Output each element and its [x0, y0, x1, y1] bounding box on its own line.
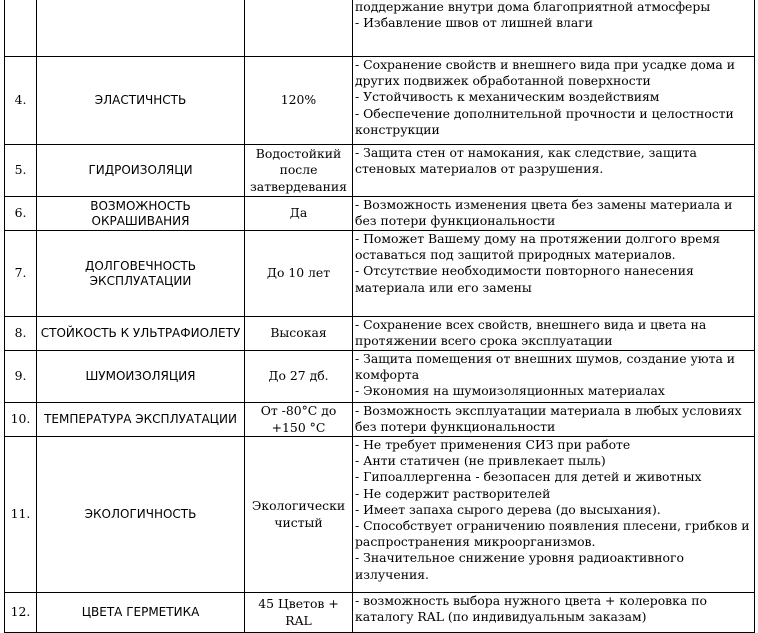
- row-number: 12.: [5, 593, 37, 633]
- property-value: До 10 лет: [245, 231, 353, 317]
- property-value: Водостойкий после затвердевания: [245, 145, 353, 197]
- table-row: [5, 317, 755, 351]
- property-name: ЭКОЛОГИЧНОСТЬ: [37, 437, 245, 593]
- property-description: [353, 197, 755, 231]
- description-line: поддержание внутри дома благоприятной атмосферы: [355, 0, 711, 14]
- property-description: [353, 351, 755, 403]
- description-line: - Отсутствие необходимости повторного нанесения материала или его замены: [355, 263, 694, 295]
- row-number: 8.: [5, 317, 37, 351]
- property-value: До 27 дб.: [245, 351, 353, 403]
- description-line: - Анти статичен (не привлекает пыль): [355, 453, 606, 469]
- property-name: ВОЗМОЖНОСТЬ ОКРАШИВАНИЯ: [37, 197, 245, 231]
- description-line: - Имеет запаха сырого дерева (до высыхания).: [355, 501, 661, 517]
- table-row: [5, 437, 755, 593]
- row-number: 6.: [5, 197, 37, 231]
- description-line: - Способствует ограничению появления плесени, грибков и распространения микроорганизмов.: [355, 518, 750, 550]
- description-line: - Экономия на шумоизоляционных материалах: [355, 383, 665, 399]
- row-number: 11.: [5, 437, 37, 593]
- property-description: [353, 145, 755, 197]
- description-line: - возможность выбора нужного цвета + колеровка по каталогу RAL (по индивидуальным заказам): [355, 593, 707, 625]
- property-value: Экологически чистый: [245, 437, 353, 593]
- description-line: - Обеспечение дополнительной прочности и целостности конструкции: [355, 105, 734, 137]
- property-name: ГИДРОИЗОЛЯЦИ: [37, 145, 245, 197]
- description-line: - Возможность изменения цвета без замены материала и без потери функциональности: [355, 197, 733, 229]
- description-line: - Не содержит растворителей: [355, 485, 551, 501]
- property-description: [353, 437, 755, 593]
- property-description: [353, 403, 755, 437]
- table-row: [5, 231, 755, 317]
- property-name: ЭЛАСТИЧНСТЬ: [37, 57, 245, 145]
- property-name: ДОЛГОВЕЧНОСТЬ ЭКСПЛУАТАЦИИ: [37, 231, 245, 317]
- row-number: 9.: [5, 351, 37, 403]
- row-number: 4.: [5, 57, 37, 145]
- property-value: Да: [245, 197, 353, 231]
- property-value: 45 Цветов + RAL: [245, 593, 353, 633]
- table-row: [5, 145, 755, 197]
- property-description: [353, 0, 755, 57]
- property-description: [353, 57, 755, 145]
- table-row: [5, 57, 755, 145]
- row-number: 7.: [5, 231, 37, 317]
- row-number: [5, 0, 37, 57]
- property-description: [353, 593, 755, 633]
- property-value: 120%: [245, 57, 353, 145]
- property-name: ТЕМПЕРАТУРА ЭКСПЛУАТАЦИИ: [37, 403, 245, 437]
- description-line: - Значительное снижение уровня радиоактивного излучения.: [355, 550, 684, 582]
- properties-table: [4, 0, 755, 633]
- property-name: ЦВЕТА ГЕРМЕТИКА: [37, 593, 245, 633]
- property-name: ШУМОИЗОЛЯЦИЯ: [37, 351, 245, 403]
- description-line: - Не требует применения СИЗ при работе: [355, 437, 631, 452]
- description-line: - Сохранение всех свойств, внешнего вида и цвета на протяжении всего срока эксплуатации: [355, 317, 707, 349]
- table-row: [5, 593, 755, 633]
- property-description: [353, 317, 755, 351]
- table-row: [5, 197, 755, 231]
- description-line: - Избавление швов от лишней влаги: [355, 15, 594, 31]
- description-line: - Устойчивость к механическим воздействиям: [355, 89, 660, 105]
- property-value: От -80°С до +150 °С: [245, 403, 353, 437]
- row-number: 5.: [5, 145, 37, 197]
- description-line: - Возможность эксплуатации материала в любых условиях без потери функциональности: [355, 403, 742, 435]
- property-description: [353, 231, 755, 317]
- table-row: [5, 0, 755, 57]
- description-line: - Гипоаллергенна - безопасен для детей и животных: [355, 469, 702, 485]
- property-name: [37, 0, 245, 57]
- property-name: СТОЙКОСТЬ К УЛЬТРАФИОЛЕТУ: [37, 317, 245, 351]
- row-number: 10.: [5, 403, 37, 437]
- property-value: [245, 0, 353, 57]
- table-row: [5, 403, 755, 437]
- table-row: [5, 351, 755, 403]
- property-value: Высокая: [245, 317, 353, 351]
- description-line: - Защита стен от намокания, как следствие, защита стеновых материалов от разрушения.: [355, 145, 697, 177]
- description-line: - Сохранение свойств и внешнего вида при усадке дома и других подвижек обработанной поверхности: [355, 57, 736, 89]
- description-line: - Поможет Вашему дому на протяжении долгого время оставаться под защитой природных материалов.: [355, 231, 721, 263]
- description-line: - Защита помещения от внешних шумов, создание уюта и комфорта: [355, 351, 736, 383]
